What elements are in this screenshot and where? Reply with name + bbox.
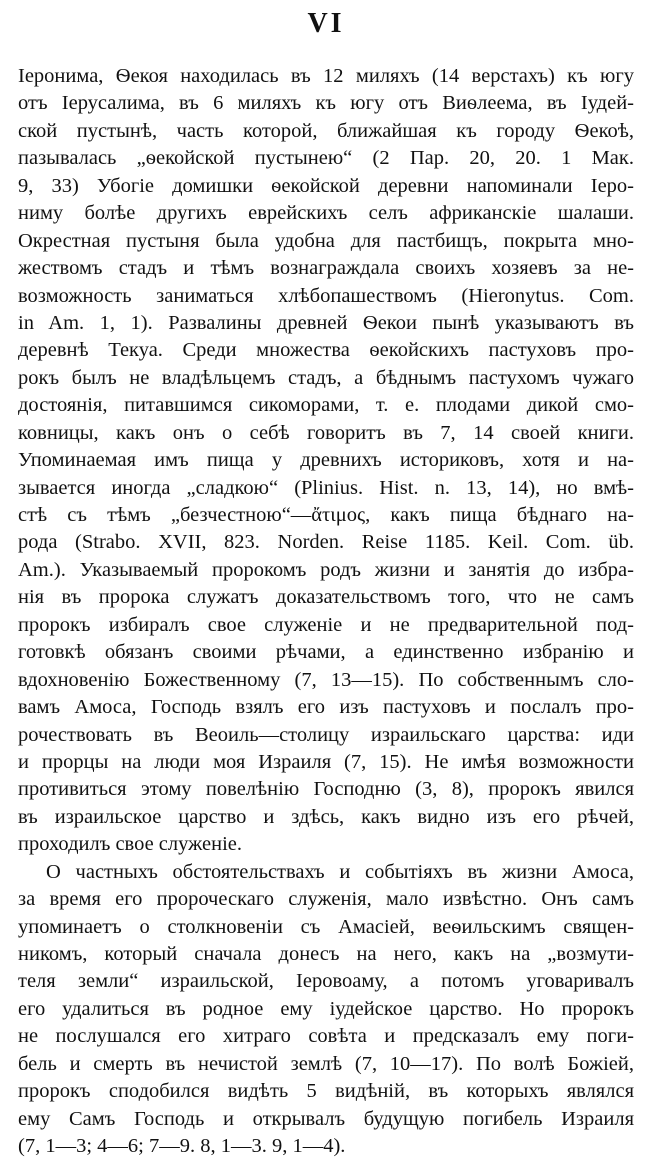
text-line: пророкъ сподобился видѣть 5 видѣній, въ которыхъ являлся <box>18 1080 634 1103</box>
text-line: ковницы, какъ онъ о себѣ говоритъ въ 7, 14 своей книги. <box>18 421 634 444</box>
body-text <box>18 63 634 1161</box>
text-line: возможность заниматься хлѣбопашествомъ (Hieronytus. Com. <box>18 284 634 307</box>
text-line: упоминаетъ о столкновеніи съ Амасіей, веѳильскимъ священ- <box>18 915 634 938</box>
text-line: жествомъ стадъ и тѣмъ вознаграждала своихъ хозяевъ за не- <box>18 257 634 280</box>
text-line: никомъ, который сначала донесъ на него, какъ на „возмути- <box>18 943 634 965</box>
text-line: Окрестная пустыня была удобна для пастбищъ, покрыта мно- <box>18 229 634 252</box>
text-line: нія въ пророка служатъ доказательствомъ того, что не самъ <box>18 586 634 609</box>
text-line: О частныхъ обстоятельствахъ и событіяхъ въ жизни Амоса, <box>46 860 634 883</box>
text-line: рокъ былъ не владѣльцемъ стадъ, а бѣднымъ пастухомъ чужаго <box>18 366 634 389</box>
text-line: бель и смерть въ нечистой землѣ (7, 10—17). По волѣ Божіей, <box>18 1052 634 1075</box>
text-line: пазывалась „ѳекойской пустынею“ (2 Пар. 20, 20. 1 Мак. <box>18 147 634 170</box>
text-line: рода (Strabo. XVII, 823. Norden. Reise 1185. Keil. Com. üb. <box>18 531 634 554</box>
text-line: ской пустынѣ, часть которой, ближайшая къ городу Ѳекоѣ, <box>18 119 634 142</box>
text-line: Іеронима, Ѳекоя находилась въ 12 миляхъ (14 верстахъ) къ югу <box>18 65 634 87</box>
text-line: его удалиться въ родное ему іудейское царство. Но пророкъ <box>18 997 634 1020</box>
text-line: зывается иногда „сладкою“ (Plinius. Hist. n. 13, 14), но вмѣ- <box>18 476 634 499</box>
paragraph-1 <box>18 63 634 859</box>
text-line: въ израильское царство и здѣсь, какъ видно изъ его рѣчей, <box>18 805 634 828</box>
text-line: готовкѣ обязанъ своими рѣчами, а единственно избранію и <box>18 641 634 664</box>
text-line: Am.). Указываемый пророкомъ родъ жизни и занятія до избра- <box>18 558 634 581</box>
text-line: за время его пророческаго служенія, мало извѣстно. Онъ самъ <box>18 888 634 911</box>
text-line: проходилъ свое служеніе. <box>18 833 242 856</box>
text-line: in Am. 1, 1). Развалины древней Ѳекои пынѣ указываютъ въ <box>18 311 634 334</box>
text-line: ему Самъ Господь и открывалъ будущую погибель Израиля <box>18 1107 634 1130</box>
text-line: стѣ съ тѣмъ „безчестною“—ἄτιμος, какъ пища бѣднаго на- <box>18 504 634 526</box>
text-line: вдохновенію Божественному (7, 13—15). По собственнымъ сло- <box>18 668 634 691</box>
text-line: отъ Іерусалима, въ 6 миляхъ къ югу отъ Виѳлеема, въ Іудей- <box>18 92 634 115</box>
text-line: противиться этому повелѣнію Господню (3, 8), пророкъ явился <box>18 778 634 801</box>
text-line: достоянія, питавшимся сикоморами, т. е. плодами дикой смо- <box>18 394 634 417</box>
paragraph-2 <box>18 859 634 1161</box>
text-line: Упоминаемая имъ пища у древнихъ историковъ, хотя и на- <box>18 449 634 472</box>
text-line: пророкъ избиралъ свое служеніе и не предварительной под- <box>18 613 634 636</box>
text-line: ниму болѣе другихъ еврейскихъ селъ африканскіе шалаши. <box>18 202 634 225</box>
text-line: и прорцы на люди моя Израиля (7, 15). Не имѣя возможности <box>18 750 634 773</box>
text-line: деревнѣ Текуа. Среди множества ѳекойскихъ пастуховъ про- <box>18 339 634 362</box>
page-number: VI <box>307 8 345 39</box>
text-line: не послушался его хитраго совѣта и предсказалъ ему поги- <box>18 1025 634 1048</box>
text-line: рочествовать въ Веоиль—столицу израильскаго царства: иди <box>18 723 634 746</box>
text-line: вамъ Амоса, Господь взялъ его изъ пастуховъ и послалъ про- <box>18 696 634 719</box>
text-line: 9, 33) Убогіе домишки ѳекойской деревни напоминали Іеро- <box>18 174 634 197</box>
text-line: теля земли“ израильской, Іеровоаму, а потомъ уговаривалъ <box>18 970 634 993</box>
text-line: (7, 1—3; 4—6; 7—9. 8, 1—3. 9, 1—4). <box>18 1135 346 1158</box>
